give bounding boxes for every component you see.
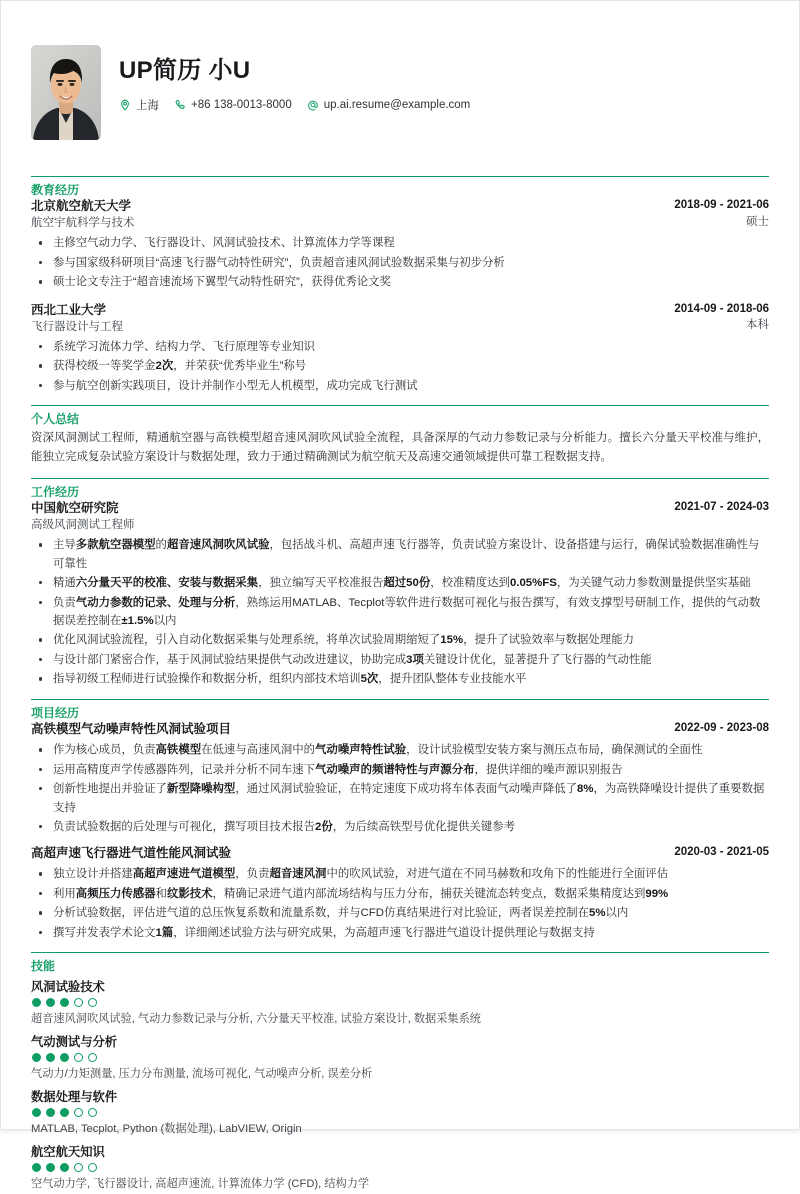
- rating-dot-filled: [32, 998, 41, 1007]
- bullet-item: 硕士论文专注于“超音速流场下翼型气动特性研究”，获得优秀论文奖: [31, 273, 769, 291]
- rating-dot-empty: [88, 1108, 97, 1117]
- education-entry: [31, 198, 769, 291]
- rating-dot-filled: [60, 1053, 69, 1062]
- skills-list: [31, 979, 769, 1194]
- bullet-item: 分析试验数据，评估进气道的总压恢复系数和流量系数，并与CFD仿真结果进行对比验证，两者误差控制在5%以内: [31, 904, 769, 922]
- school-name: 北京航空航天大学: [31, 199, 132, 214]
- resume-header: [25, 27, 775, 166]
- bullet-item: 创新性地提出并验证了新型降噪构型，通过风洞试验验证，在特定速度下成功将车体表面气动噪声降低了8%，为高铁降噪设计提供了重要数据支持: [31, 780, 769, 817]
- rating-dot-filled: [46, 1108, 55, 1117]
- skill-detail: 空气动力学, 飞行器设计, 高超声速流, 计算流体力学 (CFD), 结构力学: [31, 1178, 370, 1191]
- skill-detail: MATLAB, Tecplot, Python (数据处理), LabVIEW, Origin: [31, 1123, 302, 1136]
- bullet-item: 利用高频压力传感器和纹影技术，精确记录进气道内部流场结构与压力分布，捕获关键流态转变点，数据采集精度达到99%: [31, 885, 769, 903]
- school-major: 飞行器设计与工程: [31, 320, 123, 333]
- rating-dot-filled: [46, 1053, 55, 1062]
- rating-dot-filled: [46, 998, 55, 1007]
- skill-rating: [32, 998, 769, 1007]
- skill-rating: [32, 1163, 769, 1172]
- project-bullets: [31, 865, 769, 942]
- skill-rating: [32, 1053, 769, 1062]
- work-entry: [31, 500, 769, 689]
- education-degree: 硕士: [746, 215, 769, 228]
- skill-name: 航空航天知识: [31, 1144, 105, 1159]
- contact-list: [119, 97, 775, 113]
- rating-dot-empty: [88, 1053, 97, 1062]
- bullet-item: 运用高精度声学传感器阵列，记录并分析不同车速下气动噪声的频谱特性与声源分布，提供详细的噪声源识别报告: [31, 761, 769, 779]
- education-date: 2018-09 - 2021-06: [674, 199, 769, 212]
- bullet-item: 优化风洞试验流程，引入自动化数据采集与处理系统，将单次试验周期缩短了15%，提升了试验效率与数据处理能力: [31, 631, 769, 649]
- skill-item: [31, 1144, 769, 1194]
- skill-item: [31, 1089, 769, 1139]
- contact-email-value: up.ai.resume@example.com: [323, 98, 471, 111]
- phone-icon: [174, 99, 186, 111]
- education-date: 2014-09 - 2018-06: [674, 302, 769, 315]
- project-name: 高铁模型气动噪声特性风洞试验项目: [31, 722, 232, 737]
- rating-dot-filled: [60, 998, 69, 1007]
- bullet-item: 与设计部门紧密合作，基于风洞试验结果提供气动改进建议，协助完成3项关键设计优化，显著提升了飞行器的气动性能: [31, 651, 769, 669]
- rating-dot-empty: [74, 1163, 83, 1172]
- rating-dot-filled: [32, 1108, 41, 1117]
- rating-dot-empty: [74, 998, 83, 1007]
- section-skills: [25, 952, 775, 1194]
- location-pin-icon: [119, 99, 131, 111]
- contact-location: [119, 97, 159, 113]
- project-name: 高超声速飞行器进气道性能风洞试验: [31, 846, 232, 861]
- skill-detail: 超音速风洞吹风试验, 气动力参数记录与分析, 六分量天平校准, 试验方案设计, 数据采集系统: [31, 1012, 481, 1025]
- section-title-work: 工作经历: [31, 484, 80, 499]
- project-date: 2022-09 - 2023-08: [674, 722, 769, 735]
- avatar: [31, 45, 101, 140]
- section-title-projects: 项目经历: [31, 705, 80, 720]
- rating-dot-filled: [60, 1163, 69, 1172]
- section-projects: [25, 699, 775, 942]
- education-entry: [31, 302, 769, 395]
- rating-dot-filled: [32, 1163, 41, 1172]
- rating-dot-empty: [88, 998, 97, 1007]
- education-bullets: [31, 234, 769, 291]
- skill-detail: 气动力/力矩测量, 压力分布测量, 流场可视化, 气动噪声分析, 误差分析: [31, 1067, 373, 1080]
- bullet-item: 参与航空创新实践项目，设计并制作小型无人机模型，成功完成飞行测试: [31, 377, 769, 395]
- bullet-item: 获得校级一等奖学金2次，并荣获“优秀毕业生”称号: [31, 357, 769, 375]
- rating-dot-empty: [74, 1053, 83, 1062]
- bullet-item: 主导多款航空器模型的超音速风洞吹风试验，包括战斗机、高超声速飞行器等，负责试验方案设计、设备搭建与运行，确保试验数据准确性与可靠性: [31, 536, 769, 573]
- candidate-name: UP简历 小U: [119, 57, 251, 84]
- section-education-head: [31, 176, 769, 197]
- bullet-item: 负责试验数据的后处理与可视化，撰写项目技术报告2份，为后续高铁型号优化提供关键参考: [31, 818, 769, 836]
- section-work: [25, 478, 775, 689]
- contact-phone-value: +86 138-0013-8000: [191, 98, 292, 111]
- skill-item: [31, 979, 769, 1029]
- company-name: 中国航空研究院: [31, 501, 119, 516]
- bullet-item: 指导初级工程师进行试验操作和数据分析，组织内部技术培训5次，提升团队整体专业技能水平: [31, 670, 769, 688]
- section-work-head: [31, 478, 769, 499]
- header-text: [119, 45, 775, 113]
- project-date: 2020-03 - 2021-05: [674, 846, 769, 859]
- rating-dot-filled: [32, 1053, 41, 1062]
- section-summary: [25, 405, 775, 468]
- summary-text: 资深风洞测试工程师，精通航空器与高铁模型超音速风洞吹风试验全流程，具备深厚的气动力参数记录与分析能力。擅长六分量天平校准与维护，能独立完成复杂试验方案设计与数据处理，致力于通过精确测试为航空航天及高速交通领域提供可靠工程数据支持。: [31, 431, 769, 464]
- work-bullets: [31, 536, 769, 689]
- section-skills-head: [31, 952, 769, 973]
- email-at-icon: [307, 99, 319, 111]
- contact-phone: [174, 99, 292, 111]
- bullet-item: 参与国家级科研项目“高速飞行器气动特性研究”，负责超音速风洞试验数据采集与初步分析: [31, 254, 769, 272]
- contact-location-value: 上海: [136, 99, 159, 112]
- school-name: 西北工业大学: [31, 302, 107, 317]
- education-bullets: [31, 338, 769, 395]
- section-projects-head: [31, 699, 769, 720]
- bullet-item: 主修空气动力学、飞行器设计、风洞试验技术、计算流体力学等课程: [31, 234, 769, 252]
- rating-dot-filled: [60, 1108, 69, 1117]
- bullet-item: 精通六分量天平的校准、安装与数据采集，独立编写天平校准报告超过50份，校准精度达到0.05%FS，为关键气动力参数测量提供坚实基础: [31, 574, 769, 592]
- bullet-item: 独立设计并搭建高超声速进气道模型，负责超音速风洞中的吹风试验，对进气道在不同马赫数和攻角下的性能进行全面评估: [31, 865, 769, 883]
- project-entry: [31, 721, 769, 836]
- rating-dot-filled: [46, 1163, 55, 1172]
- section-title-education: 教育经历: [31, 183, 80, 197]
- school-major: 航空宇航科学与技术: [31, 217, 135, 230]
- project-bullets: [31, 741, 769, 836]
- bullet-item: 撰写并发表学术论文1篇，详细阐述试验方法与研究成果，为高超声速飞行器进气道设计提供理论与数据支持: [31, 924, 769, 942]
- rating-dot-empty: [74, 1108, 83, 1117]
- skill-rating: [32, 1108, 769, 1117]
- section-title-skills: 技能: [31, 959, 56, 974]
- project-entry: [31, 845, 769, 942]
- bullet-item: 作为核心成员，负责高铁模型在低速与高速风洞中的气动噪声特性试验，设计试验模型安装方案与测压点布局，确保测试的全面性: [31, 741, 769, 759]
- bullet-item: 负责气动力参数的记录、处理与分析，熟练运用MATLAB、Tecplot等软件进行数据可视化与报告撰写，有效支撑型号研制工作，提供的气动数据误差控制在±1.5%以内: [31, 594, 769, 631]
- skill-name: 气动测试与分析: [31, 1034, 118, 1049]
- education-degree: 本科: [746, 319, 769, 332]
- job-title: 高级风洞测试工程师: [31, 519, 135, 532]
- bullet-item: 系统学习流体力学、结构力学、飞行原理等专业知识: [31, 338, 769, 356]
- section-education: [25, 176, 775, 395]
- contact-email: [307, 99, 471, 111]
- work-date: 2021-07 - 2024-03: [674, 501, 769, 514]
- section-summary-head: [31, 405, 769, 426]
- skill-name: 风洞试验技术: [31, 979, 105, 994]
- rating-dot-empty: [88, 1163, 97, 1172]
- skill-name: 数据处理与软件: [31, 1089, 118, 1104]
- skill-item: [31, 1034, 769, 1084]
- section-title-summary: 个人总结: [31, 412, 80, 427]
